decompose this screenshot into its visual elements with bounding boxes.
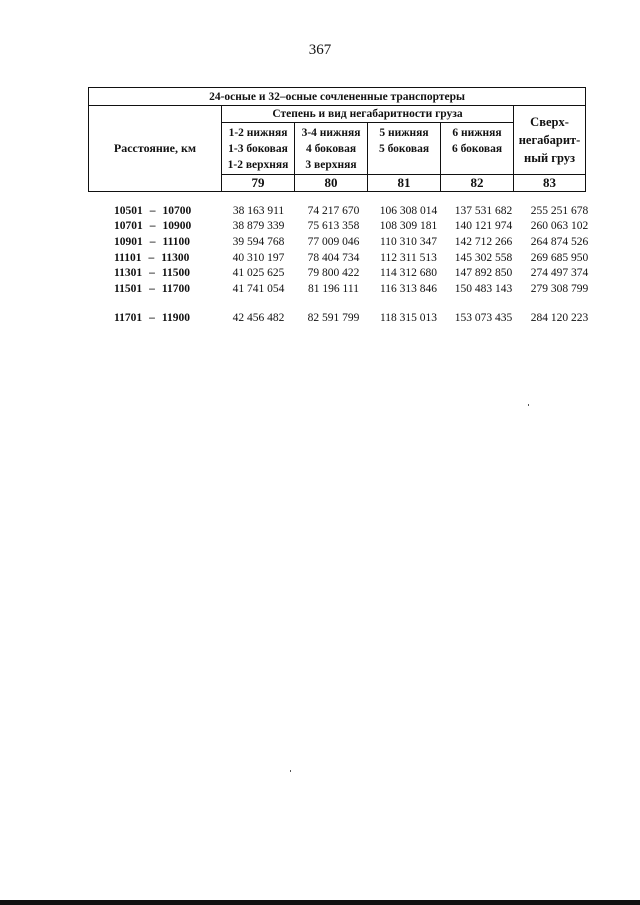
- tariff-cell: 264 874 526: [530, 235, 589, 248]
- range-to: 10900: [162, 220, 192, 233]
- table-row: [88, 250, 598, 266]
- tariff-cell: 42 456 482: [232, 312, 285, 325]
- distance-range: [88, 219, 221, 235]
- tariff-cell: 118 315 013: [379, 312, 438, 325]
- distance-range: [88, 234, 221, 250]
- tariff-cell: 112 311 513: [380, 251, 437, 264]
- category-header: [222, 123, 295, 175]
- table-row: [88, 203, 598, 219]
- table-row: [88, 311, 598, 327]
- column-number: 80: [295, 175, 368, 192]
- range-separator: –: [149, 235, 156, 248]
- tariff-cell: 41 025 625: [232, 267, 285, 280]
- header-line: 5 нижняя: [379, 127, 429, 139]
- table-row: [88, 281, 598, 297]
- tariff-cell: 108 309 181: [379, 220, 438, 233]
- range-from: 11101: [114, 251, 142, 264]
- row-gap: [88, 297, 598, 311]
- page-number: 367: [308, 42, 332, 58]
- category-header: [441, 123, 514, 175]
- tariff-cell: 279 308 799: [530, 282, 589, 295]
- tariff-cell: 81 196 111: [308, 282, 359, 295]
- scan-edge-bar: [0, 900, 640, 905]
- category-header: [368, 123, 441, 175]
- tariff-cell: 137 531 682: [454, 204, 513, 217]
- header-line: 1-3 боковая: [228, 143, 288, 155]
- tariff-cell: 41 741 054: [232, 282, 285, 295]
- range-from: 10701: [114, 220, 143, 233]
- header-line: негабарит-: [518, 133, 581, 147]
- header-line: 3-4 нижняя: [301, 127, 361, 139]
- column-number: 79: [222, 175, 295, 192]
- range-to: 11100: [162, 235, 190, 248]
- table-title: 24-осные и 32–осные сочлененные транспортеры: [89, 88, 586, 106]
- oversized-cargo-header: [514, 106, 586, 175]
- header-line: 5 боковая: [378, 143, 430, 155]
- header-line: Сверх-: [530, 115, 569, 129]
- tariff-cell: 147 892 850: [454, 267, 513, 280]
- range-separator: –: [149, 267, 155, 280]
- distance-range: [88, 281, 221, 297]
- tariff-cell: 38 879 339: [232, 220, 285, 233]
- scan-speck: [290, 770, 291, 772]
- distance-range: [88, 265, 221, 281]
- range-from: 11501: [114, 282, 143, 295]
- tariff-cell: 38 163 911: [232, 204, 285, 217]
- tariff-cell: 284 120 223: [530, 312, 589, 325]
- header-line: ный груз: [524, 151, 576, 165]
- distance-range: [88, 203, 221, 219]
- tariff-cell: 114 312 680: [379, 267, 438, 280]
- tariff-cell: 77 009 046: [307, 235, 360, 248]
- header-line: 1-2 нижняя: [228, 127, 288, 139]
- tariff-cell: 110 310 347: [379, 235, 438, 248]
- scan-speck: [528, 404, 529, 406]
- table-row: [88, 219, 598, 235]
- range-from: 11701: [114, 312, 143, 325]
- tariff-cell: 142 712 266: [454, 235, 513, 248]
- tariff-cell: 116 313 846: [379, 282, 438, 295]
- tariff-cell: 140 121 974: [454, 220, 513, 233]
- range-separator: –: [149, 220, 156, 233]
- tariff-cell: 150 483 143: [454, 282, 513, 295]
- tariff-cell: 106 308 014: [379, 204, 438, 217]
- tariff-table-header: [88, 87, 586, 192]
- header-line: 6 нижняя: [452, 127, 502, 139]
- range-separator: –: [149, 282, 155, 295]
- header-line: 3 верхняя: [305, 159, 357, 171]
- distance-range: [88, 250, 221, 266]
- tariff-cell: 39 594 768: [232, 235, 285, 248]
- range-to: 11900: [161, 312, 190, 325]
- header-line: 1-2 верхняя: [227, 159, 289, 171]
- tariff-cell: 79 800 422: [307, 267, 360, 280]
- column-number: 81: [368, 175, 441, 192]
- table-row: [88, 234, 598, 250]
- range-from: 10901: [114, 235, 143, 248]
- tariff-cell: 78 404 734: [307, 251, 360, 264]
- range-separator: –: [149, 204, 156, 217]
- column-number: 83: [514, 175, 586, 192]
- distance-range: [88, 311, 221, 327]
- header-line: 6 боковая: [451, 143, 503, 155]
- range-to: 11700: [161, 282, 190, 295]
- category-header: [295, 123, 368, 175]
- tariff-cell: 145 302 558: [454, 251, 513, 264]
- column-number: 82: [441, 175, 514, 192]
- range-separator: –: [149, 312, 155, 325]
- distance-column-header: Расстояние, км: [89, 106, 222, 192]
- header-line: 4 боковая: [305, 143, 357, 155]
- range-to: 11500: [161, 267, 190, 280]
- tariff-cell: 274 497 374: [530, 267, 589, 280]
- tariff-cell: 40 310 197: [232, 251, 285, 264]
- range-to: 11300: [161, 251, 190, 264]
- tariff-cell: 260 063 102: [530, 220, 589, 233]
- tariff-table-body: [88, 203, 598, 326]
- tariff-cell: 153 073 435: [454, 312, 513, 325]
- range-from: 11301: [114, 267, 143, 280]
- tariff-cell: 75 613 358: [307, 220, 360, 233]
- oversize-group-header: Степень и вид негабаритности груза: [222, 106, 514, 123]
- tariff-cell: 269 685 950: [530, 251, 589, 264]
- range-to: 10700: [162, 204, 192, 217]
- table-row: [88, 265, 598, 281]
- tariff-cell: 82 591 799: [307, 312, 360, 325]
- range-from: 10501: [114, 204, 143, 217]
- tariff-cell: 74 217 670: [307, 204, 360, 217]
- tariff-cell: 255 251 678: [530, 204, 589, 217]
- range-separator: –: [148, 251, 155, 264]
